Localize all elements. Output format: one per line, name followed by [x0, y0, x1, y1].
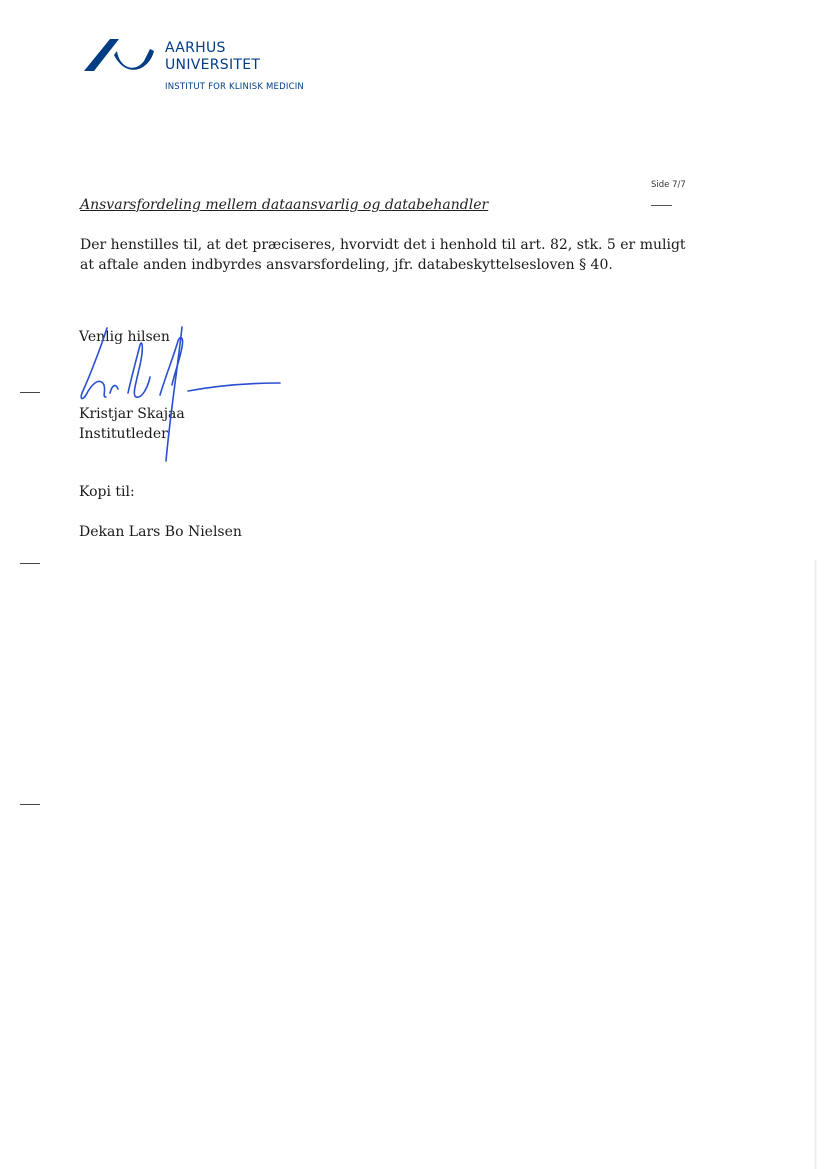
- copy-label: Kopi til:: [79, 484, 135, 500]
- university-name: [165, 40, 260, 74]
- university-name-line1: AARHUS: [165, 40, 226, 56]
- section-heading: Ansvarsfordeling mellem dataansvarlig og databehandler: [80, 197, 489, 213]
- department-name: INSTITUT FOR KLINISK MEDICIN: [165, 82, 304, 92]
- handwritten-signature: [70, 325, 290, 465]
- fold-mark: [20, 563, 40, 564]
- page-number: Side 7/7: [651, 180, 686, 190]
- university-name-line2: UNIVERSITET: [165, 57, 261, 73]
- signer-title: Institutleder: [79, 426, 168, 442]
- signer-name: Kristjar Skajaa: [79, 406, 185, 422]
- fold-mark: [20, 804, 40, 805]
- paragraph-line: Der henstilles til, at det præciseres, hvorvidt det i henhold til art. 82, stk. 5 er muligt: [80, 237, 686, 253]
- paragraph-line: at aftale anden indbyrdes ansvarsfordeling, jfr. databeskyttelsesloven § 40.: [80, 257, 613, 273]
- fold-mark: [20, 392, 40, 393]
- body-paragraph: [80, 235, 686, 275]
- university-logo-icon: [84, 39, 154, 73]
- copy-recipient: Dekan Lars Bo Nielsen: [79, 524, 242, 540]
- scan-edge-shadow: [814, 560, 817, 1169]
- page-number-rule: [651, 205, 672, 206]
- closing-greeting: Venlig hilsen: [79, 329, 170, 345]
